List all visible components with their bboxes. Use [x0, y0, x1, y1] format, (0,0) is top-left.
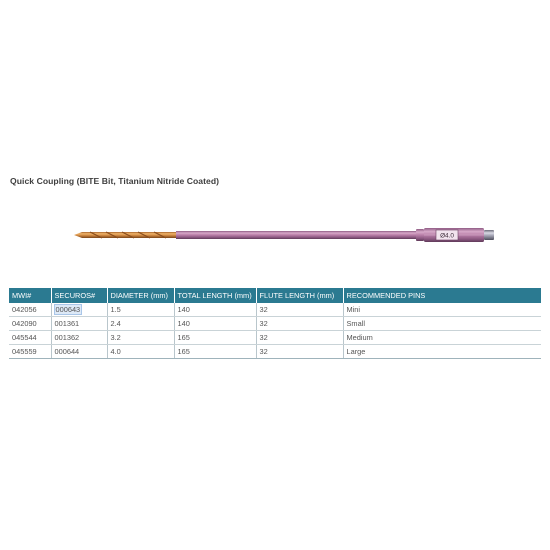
cell-total-length: 165 [174, 331, 256, 345]
cell-recommended-pins: Medium [343, 331, 541, 345]
table-row [9, 303, 541, 317]
table-row [9, 345, 541, 359]
drill-diameter-label: Ø4.0 [440, 232, 454, 240]
table-row [9, 331, 541, 345]
drill-bit-image [72, 222, 496, 248]
cell-mwi: 042056 [9, 303, 51, 317]
table-row [9, 317, 541, 331]
column-header-diameter: DIAMETER (mm) [107, 288, 174, 303]
cell-securos: 001361 [51, 317, 107, 331]
column-header-securos: SECUROS# [51, 288, 107, 303]
cell-mwi: 045544 [9, 331, 51, 345]
cell-mwi: 042090 [9, 317, 51, 331]
product-title: Quick Coupling (BITE Bit, Titanium Nitride Coated) [10, 176, 220, 186]
cell-flute-length: 32 [256, 317, 343, 331]
table-header-row [9, 288, 541, 303]
highlighted-securos-number[interactable]: 000643 [55, 305, 81, 314]
cell-mwi: 045559 [9, 345, 51, 359]
cell-diameter: 3.2 [107, 331, 174, 345]
cell-securos: 001362 [51, 331, 107, 345]
column-header-total-length: TOTAL LENGTH (mm) [174, 288, 256, 303]
cell-securos [51, 303, 107, 317]
cell-total-length: 140 [174, 317, 256, 331]
cell-total-length: 165 [174, 345, 256, 359]
cell-flute-length: 32 [256, 303, 343, 317]
cell-recommended-pins: Mini [343, 303, 541, 317]
cell-total-length: 140 [174, 303, 256, 317]
cell-flute-length: 32 [256, 331, 343, 345]
column-header-recommended-pins: RECOMMENDED PINS [343, 288, 541, 303]
column-header-flute-length: FLUTE LENGTH (mm) [256, 288, 343, 303]
column-header-mwi: MWI# [9, 288, 51, 303]
cell-flute-length: 32 [256, 345, 343, 359]
cell-recommended-pins: Large [343, 345, 541, 359]
drill-shaft [176, 231, 416, 239]
specification-table [9, 288, 541, 359]
cell-diameter: 4.0 [107, 345, 174, 359]
cell-diameter: 1.5 [107, 303, 174, 317]
cell-recommended-pins: Small [343, 317, 541, 331]
cell-diameter: 2.4 [107, 317, 174, 331]
cell-securos: 000644 [51, 345, 107, 359]
